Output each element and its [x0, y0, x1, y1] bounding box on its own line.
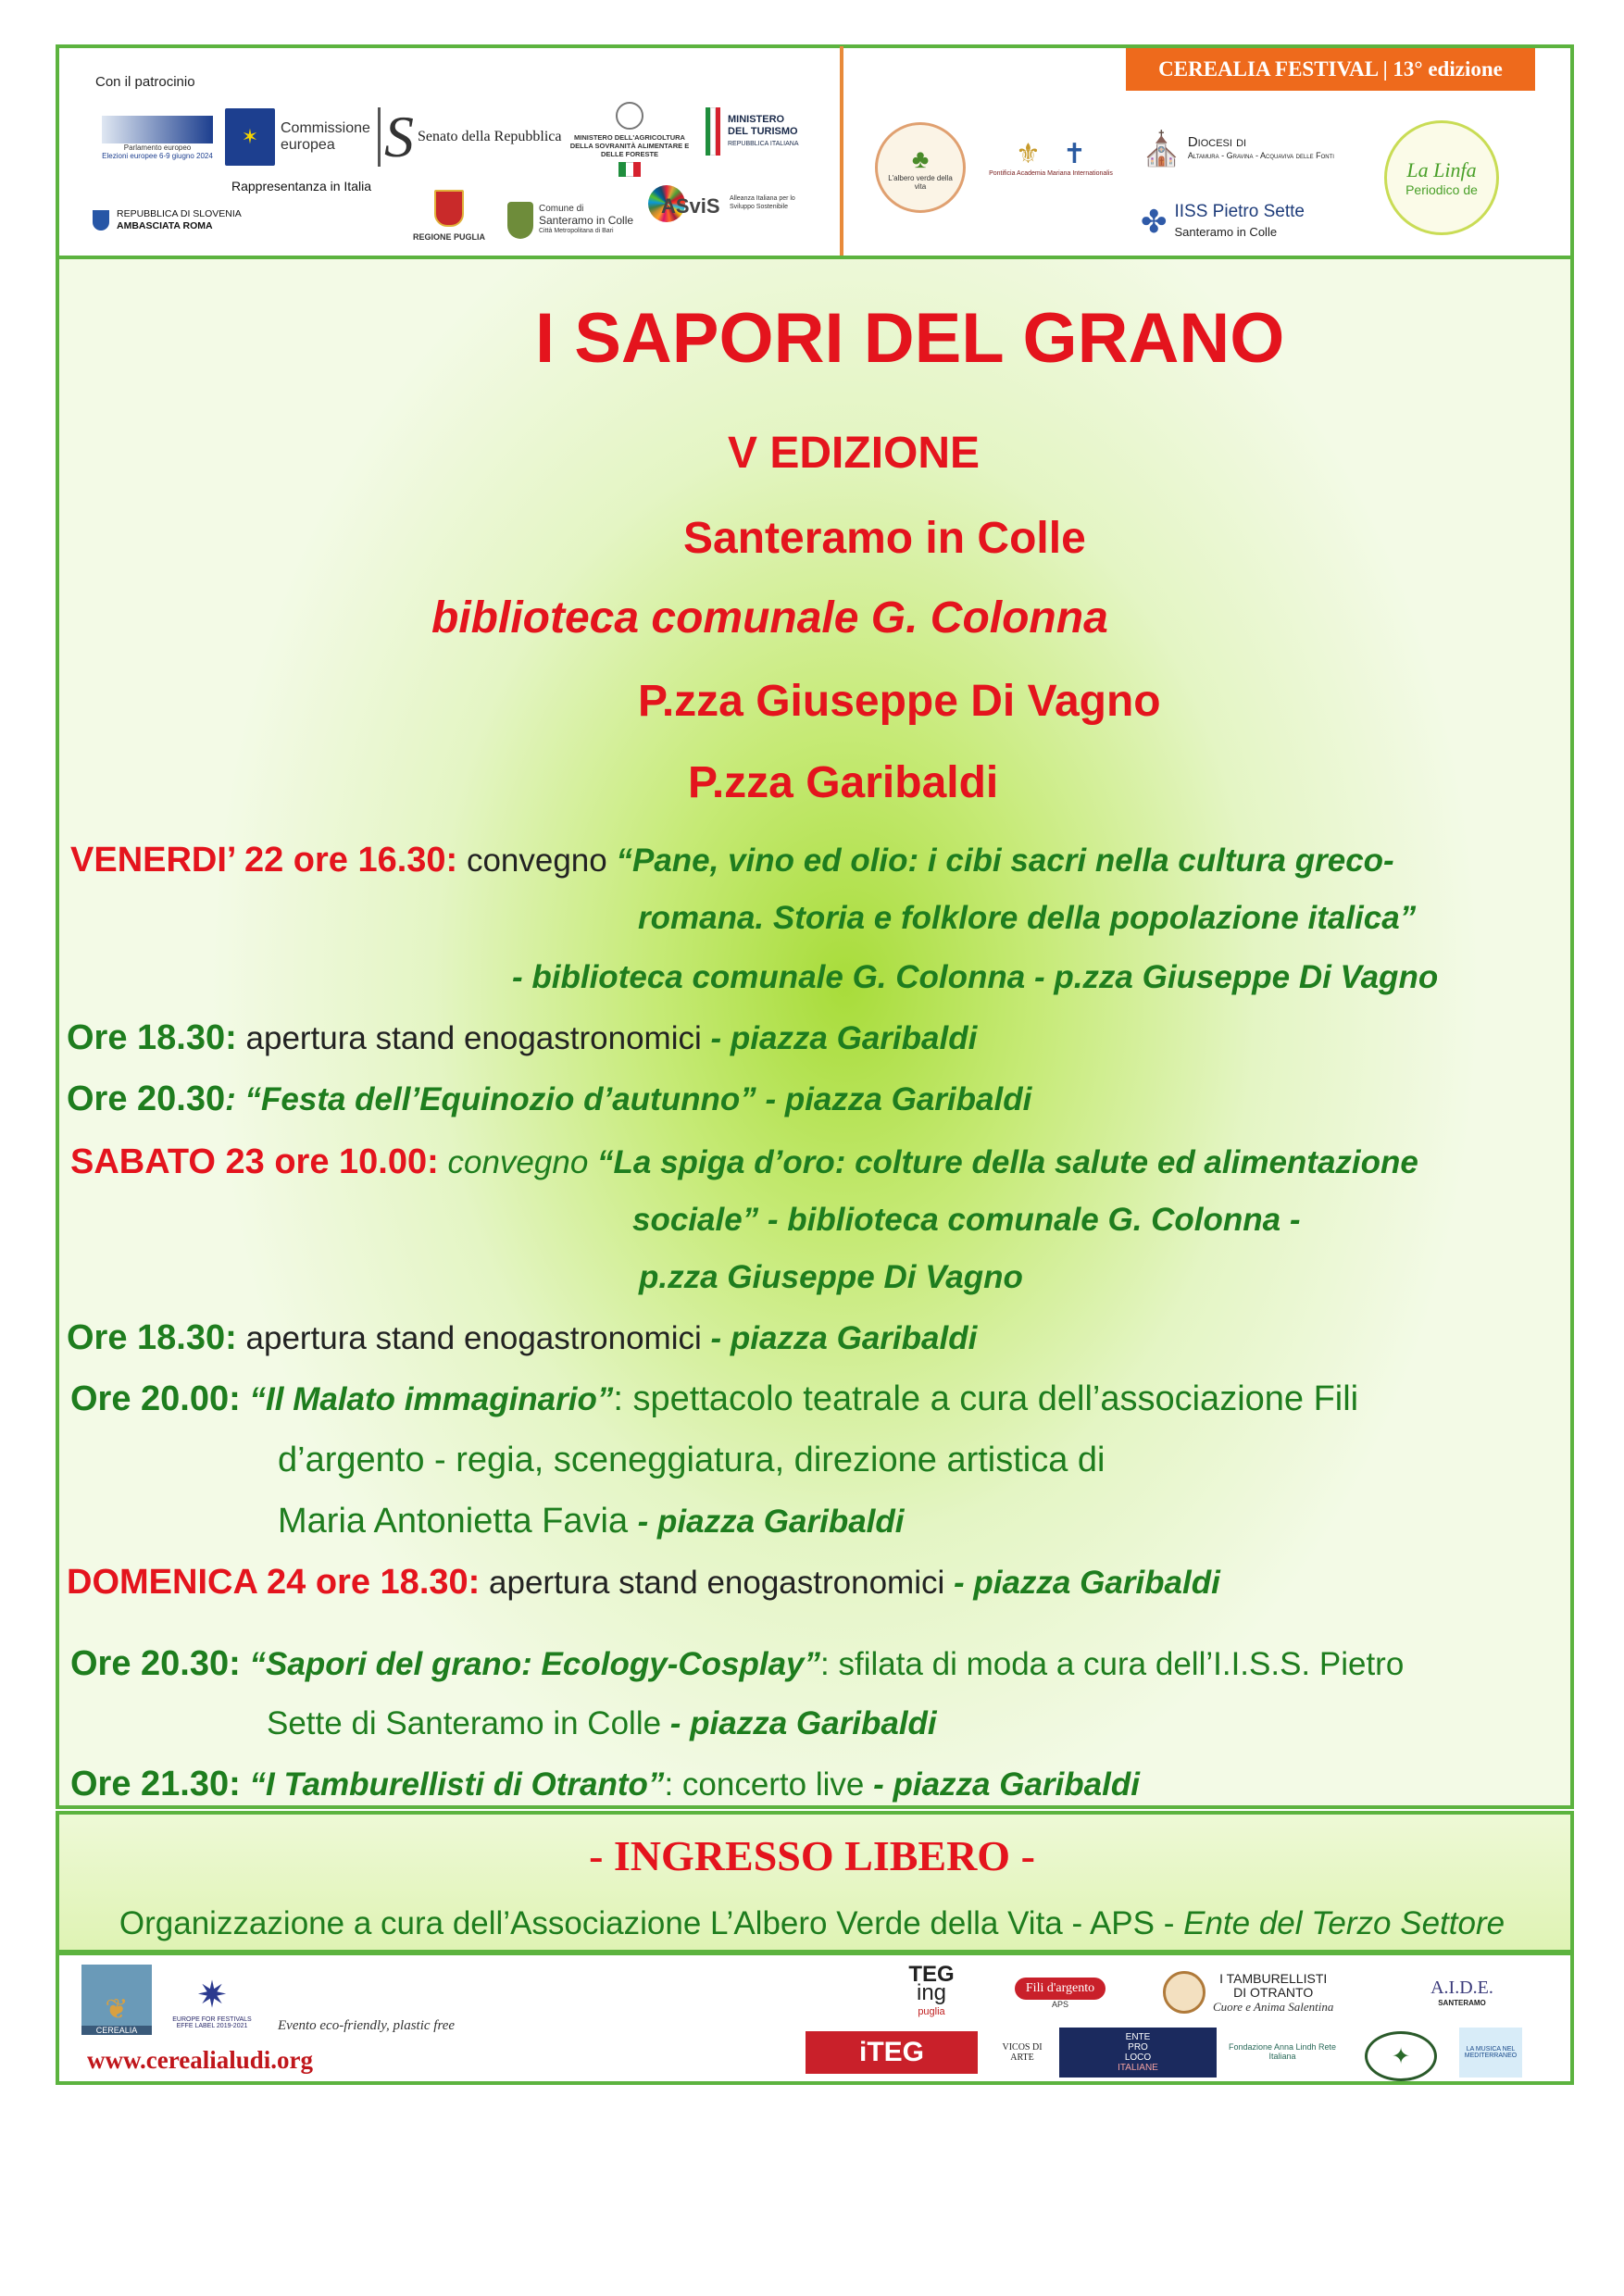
organization-text: Organizzazione a cura dell’Associazione L’Albero Verde della Vita - APS -: [119, 1905, 1184, 1941]
website-link[interactable]: www.cerealialudi.org: [87, 2046, 313, 2074]
teg-ing-logo: [889, 1962, 974, 2022]
sunday-2030-title: “Sapori del grano: Ecology-Cosplay”: [240, 1646, 821, 1682]
iiss-logo: [1141, 196, 1354, 248]
effe-1: EUROPE FOR FESTIVALS: [172, 2016, 252, 2023]
ministry-tourism-2: DEL TURISMO: [728, 125, 798, 137]
tamb-2: DI OTRANTO: [1233, 1984, 1314, 2000]
saturday-1830-place: - piazza Garibaldi: [710, 1320, 978, 1356]
slovenia-1: REPUBBLICA DI SLOVENIA: [117, 208, 242, 219]
santeramo-2: Santeramo in Colle: [539, 214, 634, 227]
friday-title-1: “Pane, vino ed olio: i cibi sacri nella cultura greco-: [616, 842, 1394, 879]
eco-note: Evento eco-friendly, plastic free: [278, 2018, 456, 2033]
patronage-label: Con il patrocinio: [95, 74, 195, 90]
fili-text: Fili d'argento: [1015, 1978, 1106, 2000]
cerealia-emblem-icon: ❦: [105, 1994, 129, 2025]
slovenia-2: AMBASCIATA ROMA: [117, 220, 213, 231]
diocesi-2: Altamura - Gravina - Acquaviva delle Fonti: [1187, 151, 1334, 160]
location-square2: P.zza Garibaldi: [688, 758, 999, 807]
proloco-1: ENTE: [1125, 2032, 1151, 2042]
saturday-2000-place: - piazza Garibaldi: [637, 1504, 905, 1540]
friday-line: [70, 841, 1394, 880]
saturday-2000-line-3: [278, 1502, 905, 1541]
papal-keys-icon: ⚜: [1015, 139, 1041, 169]
commission-line2: europea: [281, 137, 335, 153]
sunday-1830-text: apertura stand enogastronomici: [480, 1565, 954, 1601]
proloco-3: LOCO: [1124, 2053, 1152, 2063]
saturday-2000-time: Ore 20.00:: [70, 1379, 241, 1418]
linfa-logo: [1384, 120, 1499, 235]
diocesi-1: Diocesi di: [1187, 134, 1247, 150]
emblem-icon: [616, 102, 643, 130]
italy-flag-icon: [618, 162, 641, 177]
santeramo-crest-icon: [507, 202, 533, 239]
iiss-1: IISS Pietro Sette: [1174, 202, 1305, 221]
friday-type: convegno: [457, 842, 617, 879]
tambourine-icon: [1163, 1971, 1206, 2014]
effe-2: EFFE LABEL 2019-2021: [176, 2023, 248, 2029]
festival-badge-text: CEREALIA FESTIVAL | 13° edizione: [1158, 57, 1503, 81]
ministry-agri-logo: [556, 97, 704, 181]
location-square1: P.zza Giuseppe Di Vagno: [638, 677, 1161, 726]
commission-line1: Commissione: [281, 120, 370, 136]
slovenia-logo: [93, 204, 269, 237]
saturday-type: convegno: [438, 1144, 598, 1180]
mediterraneo-logo: [1459, 2028, 1522, 2078]
saturday-line: [70, 1142, 1418, 1182]
teg-ing-2: ing: [916, 1980, 947, 2005]
ministry-tourism-3: REPUBBLICA ITALIANA: [728, 140, 799, 147]
pontificia-text: Pontificia Academia Mariana Internationalis: [989, 170, 1113, 177]
saturday-title-2: sociale” - biblioteca comunale G. Colonna -: [632, 1202, 1301, 1238]
sunday-2030-text-1: : sfilata di moda a cura dell’I.I.S.S. Pietro: [820, 1646, 1405, 1682]
marian-emblem-icon: ✝: [1062, 139, 1087, 169]
location-town: Santeramo in Colle: [683, 514, 1086, 563]
tamburellisti-logo: [1163, 1965, 1376, 2020]
sunday-2130-title: “I Tamburellisti di Otranto”: [240, 1766, 665, 1803]
medit-text: LA MUSICA NEL MEDITERRANEO: [1464, 2046, 1518, 2059]
diocesi-logo: [1141, 120, 1354, 178]
senate-s-icon: S: [378, 107, 414, 167]
friday-2030-text: : “Festa dell’Equinozio d’autunno” - piazza Garibaldi: [225, 1081, 1032, 1117]
saturday-1830-time: Ore 18.30:: [67, 1318, 237, 1357]
location-library: biblioteca comunale G. Colonna: [431, 593, 1108, 643]
eu-flag-icon: ✶: [225, 108, 275, 166]
tree-icon: ♣: [911, 144, 930, 173]
fili-argento-logo: [1002, 1970, 1118, 2016]
vicos-text: VICOS DI ARTE: [1002, 2042, 1043, 2063]
linfa-2: Periodico de: [1405, 182, 1478, 197]
saturday-heading: SABATO 23 ore 10.00:: [70, 1142, 439, 1181]
asvis-text: ASviS: [661, 194, 720, 218]
sunday-2030-text-2: Sette di Santeramo in Colle: [267, 1705, 670, 1741]
sunday-heading: DOMENICA 24 ore 18.30:: [67, 1563, 481, 1602]
saturday-2000-text-1: : spettacolo teatrale a cura dell’associazione Fili: [613, 1379, 1359, 1418]
santeramo-logo: [507, 193, 646, 248]
saturday-2000-title: “Il Malato immaginario”: [240, 1381, 614, 1417]
friday-title-2: romana. Storia e folklore della popolazione italica”: [638, 900, 1417, 936]
senate-logo: [378, 100, 563, 174]
vicos-logo: [993, 2028, 1052, 2078]
iteg-text: iTEG: [858, 2037, 924, 2067]
eu-parliament-icon: [102, 116, 213, 144]
friday-1830-time: Ore 18.30:: [67, 1018, 237, 1057]
free-entry-text: - INGRESSO LIBERO -: [589, 1832, 1035, 1879]
eu-parliament-note: Elezioni europee 6-9 giugno 2024: [102, 152, 213, 160]
sunday-2130-place: - piazza Garibaldi: [873, 1766, 1140, 1803]
saturday-1830-line: [67, 1318, 977, 1358]
fondazione-text: Fondazione Anna Lindh Rete Italiana: [1228, 2042, 1337, 2061]
effe-star-icon: ✷: [196, 1975, 228, 2015]
round-seal-logo: [1365, 2031, 1437, 2081]
ministry-tourism-logo: [706, 104, 826, 159]
puglia-shield-icon: [434, 190, 464, 227]
iteg-logo: [806, 2031, 978, 2074]
saturday-2000-text-3: Maria Antonietta Favia: [278, 1502, 638, 1541]
saturday-title-1: “La spiga d’oro: colture della salute ed alimentazione: [597, 1144, 1418, 1180]
italy-flag-icon: [706, 107, 720, 156]
commission-subtitle: Rappresentanza in Italia: [231, 179, 371, 193]
diocese-crest-icon: ⛪: [1141, 130, 1182, 168]
friday-1830-place: - piazza Garibaldi: [710, 1020, 978, 1056]
linfa-1: La Linfa: [1406, 158, 1477, 181]
proloco-2: PRO: [1128, 2042, 1148, 2053]
friday-2030-line: [67, 1079, 1031, 1119]
sunday-2030-line-2: [267, 1705, 937, 1742]
sunday-1830-place: - piazza Garibaldi: [953, 1565, 1220, 1601]
friday-2030-time: Ore 20.30: [67, 1079, 226, 1118]
santeramo-3: Città Metropolitana di Bari: [539, 228, 614, 234]
slovenia-shield-icon: [93, 210, 109, 231]
aide-2: SANTERAMO: [1438, 1999, 1486, 2007]
sunday-2130-line: [70, 1765, 1140, 1804]
proloco-logo: [1059, 2028, 1217, 2078]
teg-ing-3: puglia: [918, 2006, 945, 2017]
saturday-2000-text-2: d’argento - regia, sceneggiatura, direzione artistica di: [278, 1441, 1106, 1479]
albero-verde-text: L'albero verde della vita: [888, 174, 953, 191]
teg-ing-1: TEG: [908, 1962, 955, 1987]
senate-text: Senato della Repubblica: [418, 129, 562, 144]
effe-logo: [172, 1963, 252, 2040]
pontificia-logo: [981, 120, 1120, 194]
organization-italic: Ente del Terzo Settore: [1183, 1905, 1505, 1941]
puglia-text: REGIONE PUGLIA: [412, 232, 485, 242]
saturday-title-3: p.zza Giuseppe Di Vagno: [639, 1259, 1023, 1295]
sunday-line: [67, 1563, 1220, 1603]
proloco-4: ITALIANE: [1118, 2063, 1158, 2073]
header-divider: [840, 46, 843, 257]
sunday-2030-line: [70, 1644, 1404, 1684]
iiss-2: Santeramo in Colle: [1174, 225, 1278, 239]
organization-line: [0, 1905, 1624, 1942]
seal-icon: ✦: [1391, 2043, 1411, 2069]
cerealia-logo: [81, 1965, 152, 2035]
cerealia-text: CEREALIA: [81, 2026, 152, 2035]
eu-parliament-text: Parlamento europeo: [123, 144, 192, 152]
ministry-agri-text: MINISTERO DELL'AGRICOLTURA DELLA SOVRANITÀ ALIMENTARE E DELLE FORESTE: [569, 132, 690, 158]
edition: V EDIZIONE: [728, 429, 981, 478]
asvis-logo: [648, 181, 796, 243]
fondazione-logo: [1224, 2033, 1341, 2070]
friday-1830-text: apertura stand enogastronomici: [236, 1020, 711, 1056]
eu-commission-logo: [225, 100, 373, 174]
asvis-sub: Alleanza Italiana per lo Sviluppo Sostenibile: [730, 195, 795, 210]
saturday-2000-line: [70, 1379, 1358, 1419]
aide-1: A.I.D.E.: [1430, 1978, 1493, 1998]
tamb-3: Cuore e Anima Salentina: [1213, 1999, 1334, 2014]
friday-1830-line: [67, 1018, 977, 1058]
friday-place: - biblioteca comunale G. Colonna - p.zza Giuseppe Di Vagno: [512, 959, 1439, 995]
eu-parliament-logo: [93, 109, 222, 167]
santeramo-1: Comune di: [539, 204, 584, 214]
sunday-2030-time: Ore 20.30:: [70, 1644, 241, 1683]
aide-logo: [1411, 1965, 1513, 2020]
sunday-2130-time: Ore 21.30:: [70, 1765, 241, 1803]
saturday-1830-text: apertura stand enogastronomici: [236, 1320, 711, 1356]
page-title: I SAPORI DEL GRANO: [535, 299, 1285, 378]
fili-sub: APS: [1051, 2000, 1068, 2009]
festival-badge: [1126, 48, 1535, 91]
regione-puglia-logo: [407, 183, 491, 248]
tamb-1: I TAMBURELLISTI: [1219, 1970, 1328, 1986]
ministry-tourism-1: MINISTERO: [728, 113, 785, 125]
sunday-2030-place: - piazza Garibaldi: [669, 1705, 937, 1741]
friday-heading: VENERDI’ 22 ore 16.30:: [70, 841, 458, 880]
sunday-2130-text: : concerto live: [664, 1766, 874, 1803]
iiss-crest-icon: ✤: [1141, 205, 1168, 240]
albero-verde-logo: [875, 122, 966, 213]
